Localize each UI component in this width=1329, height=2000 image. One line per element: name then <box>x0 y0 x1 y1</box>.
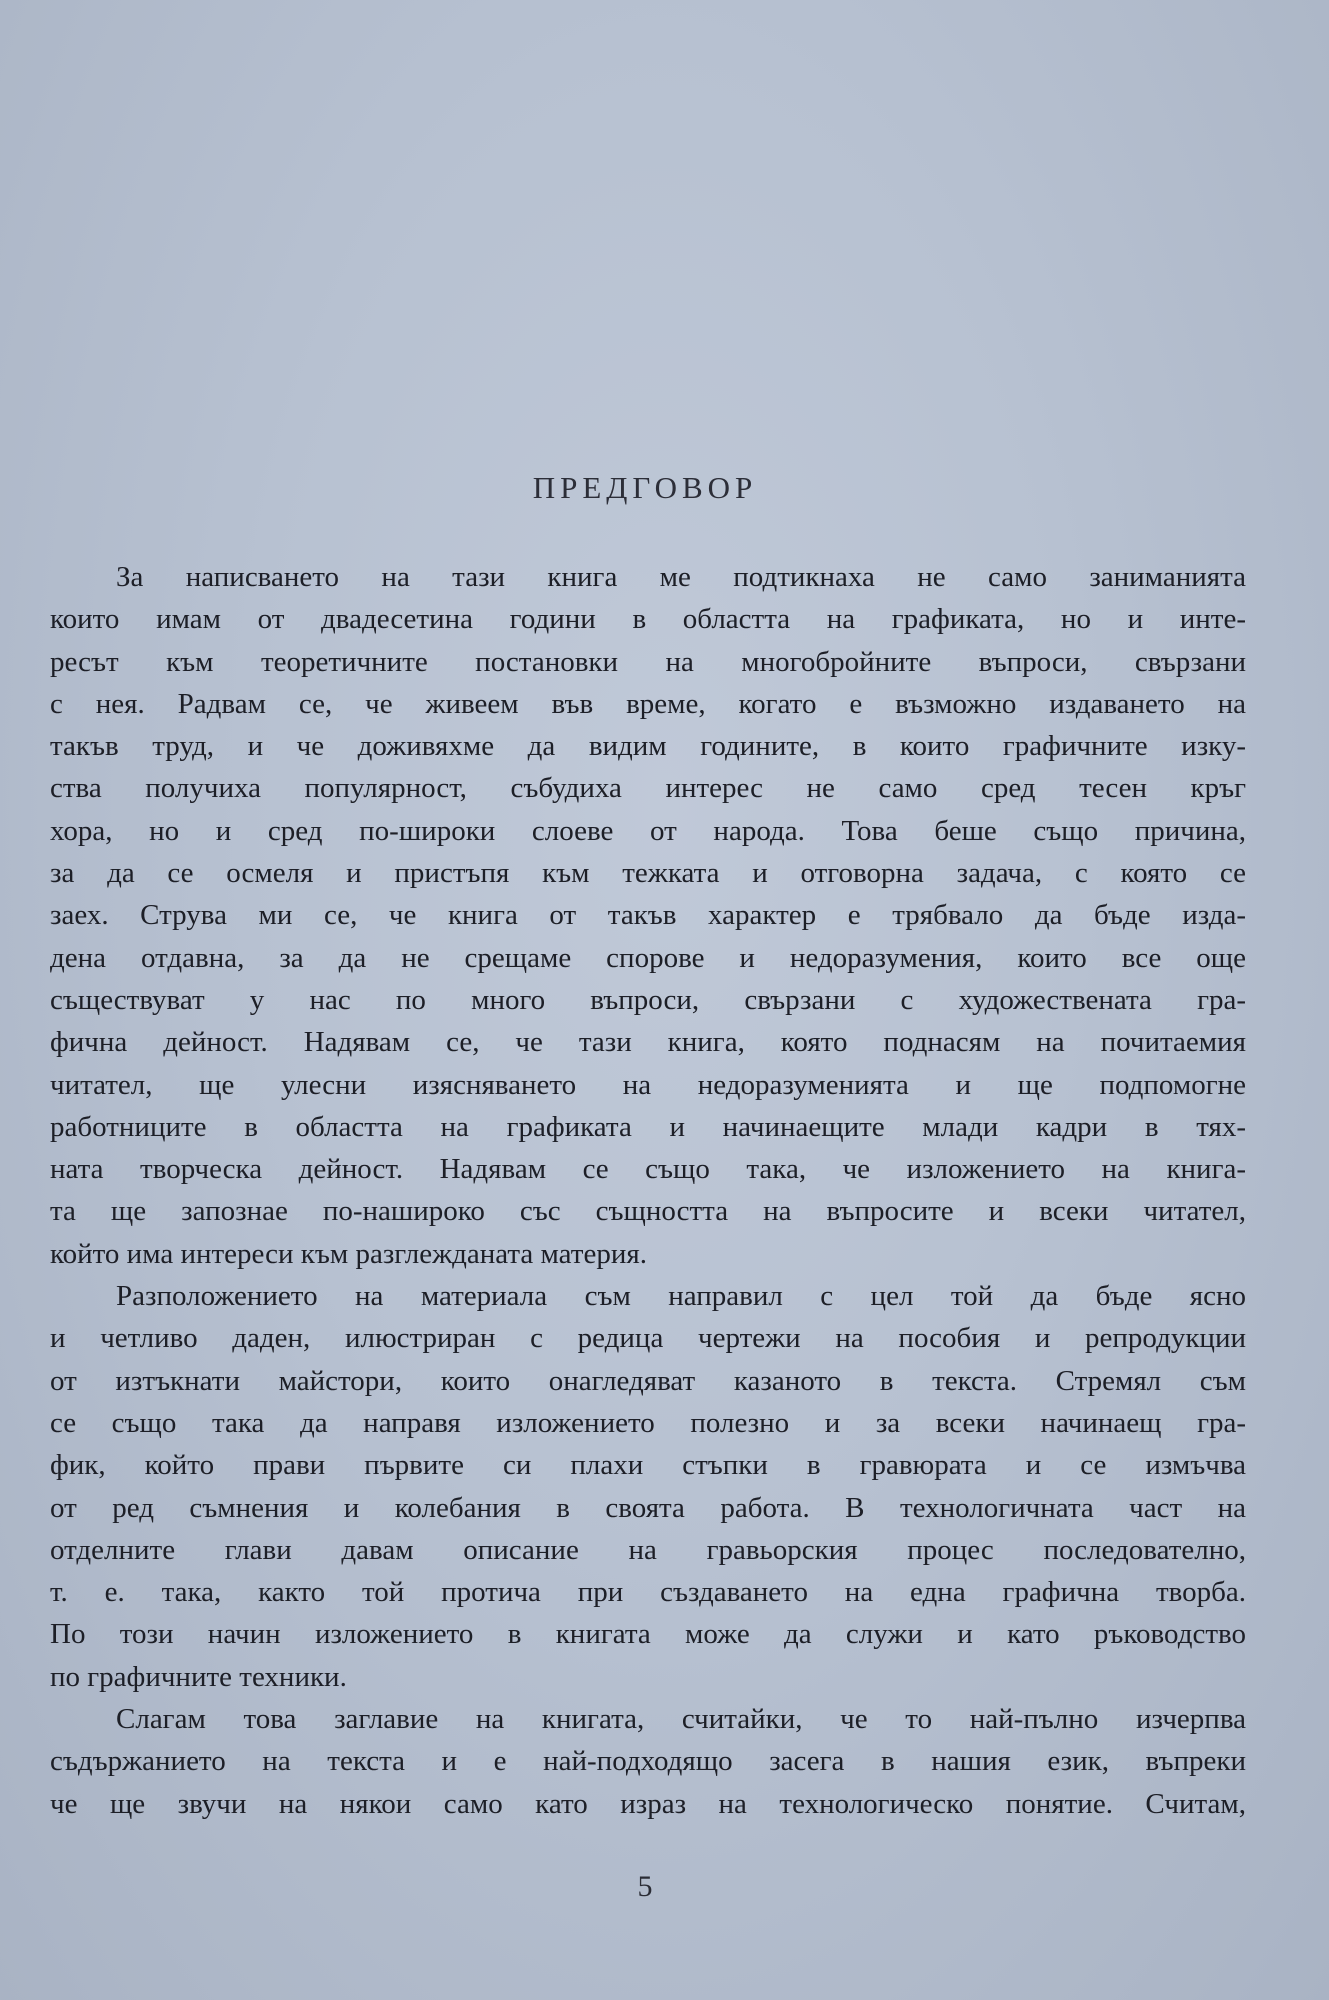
text-line: такъв труд, и че доживяхме да видим годините, в които графичните изку- <box>50 730 1246 763</box>
text-line: с нея. Радвам се, че живеем във време, когато е възможно издаването на <box>50 687 1246 720</box>
text-line: съдържанието на текста и е най-подходящо засега в нашия език, въпреки <box>50 1745 1246 1778</box>
text-line: за да се осмеля и пристъпя към тежката и отговорна задача, с която се <box>50 857 1246 890</box>
text-line: се също така да направя изложението полезно и за всеки начинаещ гра- <box>50 1406 1246 1439</box>
text-line: дена отдавна, за да не срещаме спорове и недоразумения, които все още <box>50 941 1246 974</box>
text-line: който има интереси към разглежданата материя. <box>50 1237 647 1270</box>
paragraph-1 <box>50 556 1246 1275</box>
text-line: от изтъкнати майстори, които онагледяват казаното в текста. Стремял съм <box>50 1364 1246 1397</box>
paragraph-3 <box>50 1698 1246 1825</box>
text-line: За написването на тази книга ме подтикнаха не само заниманията <box>116 561 1246 593</box>
text-line: заех. Струва ми се, че книга от такъв характер е трябвало да бъде изда- <box>50 899 1246 932</box>
text-line: хора, но и сред по-широки слоеве от народа. Това беше също причина, <box>50 814 1246 847</box>
preface-text <box>50 556 1246 1825</box>
text-line: ната творческа дейност. Надявам се също така, че изложението на книга- <box>50 1153 1246 1186</box>
text-line: ства получиха популярност, събудиха интерес не само сред тесен кръг <box>50 772 1246 805</box>
text-line: работниците в областта на графиката и начинаещите млади кадри в тях- <box>50 1110 1246 1143</box>
page-heading: ПРЕДГОВОР <box>532 470 758 505</box>
text-line: и четливо даден, илюстриран с редица чертежи на пособия и репродукции <box>50 1322 1246 1355</box>
text-line: от ред съмнения и колебания в своята работа. В технологичната част на <box>50 1491 1246 1524</box>
text-line: т. е. така, както той протича при създаването на една графична творба. <box>50 1576 1246 1609</box>
text-line: че ще звучи на някои само като израз на технологическо понятие. Считам, <box>50 1787 1246 1820</box>
text-line: Слагам това заглавие на книгата, считайки, че то най-пълно изчерпва <box>116 1703 1246 1736</box>
text-line: ресът към теоретичните постановки на многобройните въпроси, свързани <box>50 645 1246 678</box>
paragraph-2 <box>50 1275 1246 1698</box>
text-line: читател, ще улесни изясняването на недоразуменията и ще подпомогне <box>50 1068 1246 1101</box>
text-line: отделните глави давам описание на гравьорския процес последователно, <box>50 1533 1246 1566</box>
text-line: които имам от двадесетина години в областта на графиката, но и инте- <box>50 603 1246 636</box>
text-line: фична дейност. Надявам се, че тази книга, която поднасям на почитаемия <box>50 1026 1246 1059</box>
text-line: та ще запознае по-нашироко със същността на въпросите и всеки читател, <box>50 1195 1246 1228</box>
text-line: по графичните техники. <box>50 1660 347 1693</box>
text-line: фик, който прави първите си плахи стъпки в гравюрата и се измъчва <box>50 1449 1246 1482</box>
page-number: 5 <box>637 1870 653 1903</box>
text-line: Разположението на материала съм направил с цел той да бъде ясно <box>116 1280 1246 1313</box>
text-line: съществуват у нас по много въпроси, свързани с художествената гра- <box>50 983 1246 1016</box>
text-line: По този начин изложението в книгата може да служи и като ръководство <box>50 1618 1246 1651</box>
